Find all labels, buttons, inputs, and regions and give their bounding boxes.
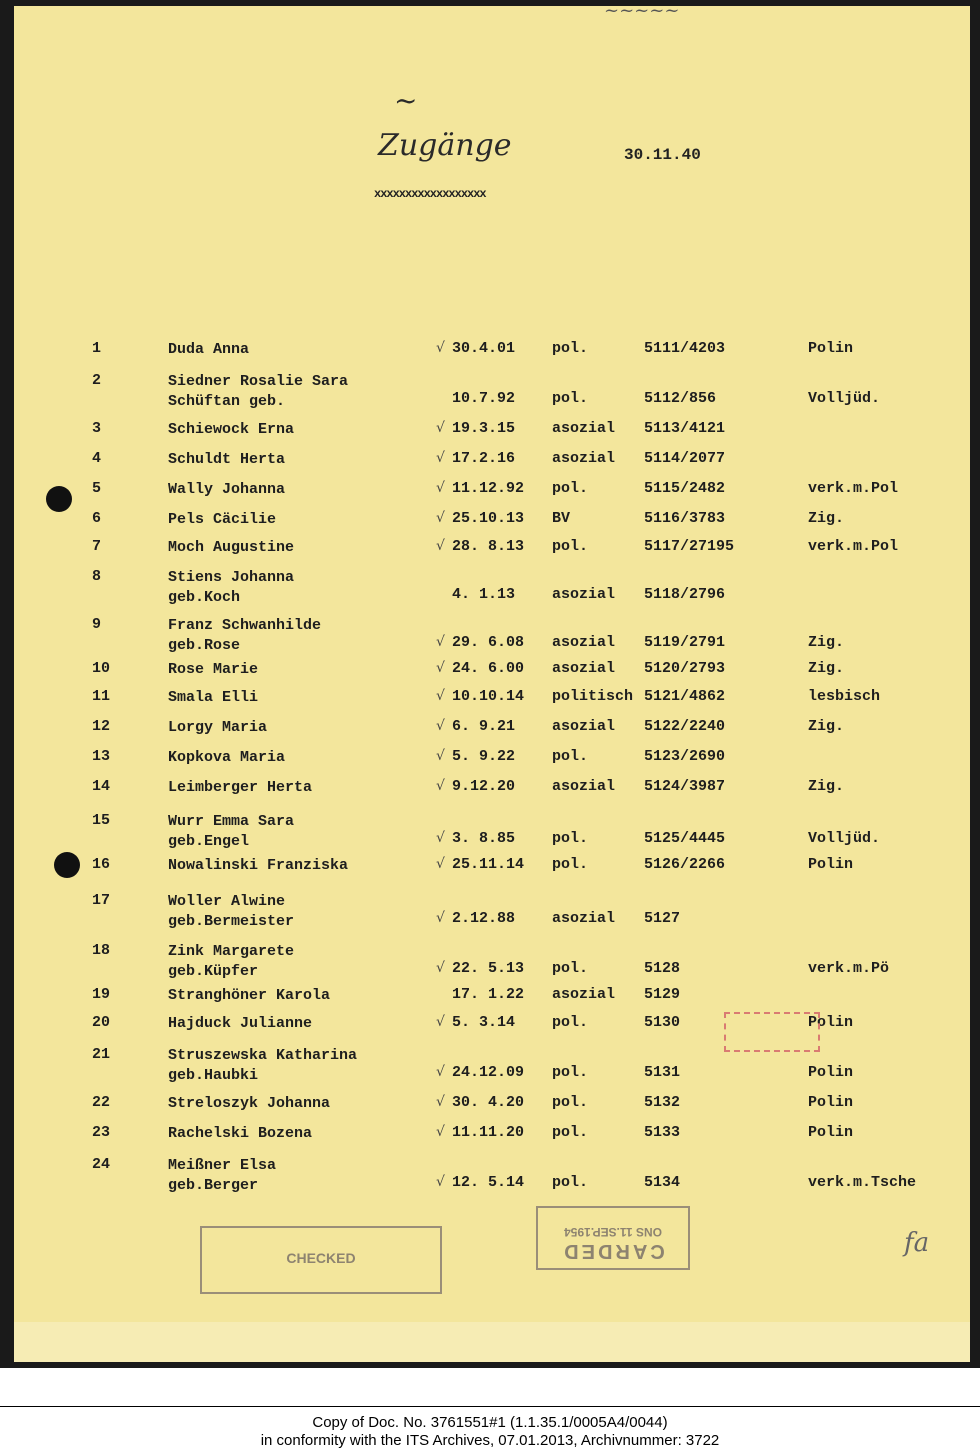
row-prisoner-number: 5128 — [644, 960, 681, 977]
row-category: pol. — [552, 1014, 589, 1031]
row-category: pol. — [552, 748, 589, 765]
row-name — [168, 340, 249, 360]
row-note: verk.m.Pol — [808, 538, 899, 555]
row-name-line1: Struszewska Katharina — [168, 1047, 358, 1064]
check-mark: √ — [436, 1014, 445, 1030]
row-name-line1: Lorgy Maria — [168, 719, 268, 736]
row-note: verk.m.Tsche — [808, 1174, 917, 1191]
row-number: 15 — [92, 812, 111, 829]
row-number: 7 — [92, 538, 102, 555]
row-number: 22 — [92, 1094, 111, 1111]
check-mark: √ — [436, 830, 445, 846]
row-category: pol. — [552, 856, 589, 873]
row-name-line1: Nowalinski Franziska — [168, 857, 349, 874]
row-number: 21 — [92, 1046, 111, 1063]
row-note: verk.m.Pö — [808, 960, 890, 977]
footer — [0, 1414, 980, 1450]
row-name — [168, 1014, 312, 1034]
row-name — [168, 778, 312, 798]
row-name-line1: Wurr Emma Sara — [168, 813, 295, 830]
checked-stamp — [200, 1226, 442, 1294]
row-name-line1: Smala Elli — [168, 689, 259, 706]
row-category: asozial — [552, 910, 616, 927]
row-name-line2: geb.Rose — [168, 637, 241, 654]
punch-hole-lower — [54, 852, 80, 878]
row-category: pol. — [552, 340, 589, 357]
row-name — [168, 986, 330, 1006]
row-birthdate: 5. 3.14 — [452, 1014, 516, 1031]
row-name-line1: Pels Cäcilie — [168, 511, 277, 528]
row-prisoner-number: 5113/4121 — [644, 420, 726, 437]
row-name-line1: Schuldt Herta — [168, 451, 286, 468]
row-prisoner-number: 5118/2796 — [644, 586, 726, 603]
row-birthdate: 10.7.92 — [452, 390, 516, 407]
row-prisoner-number: 5134 — [644, 1174, 681, 1191]
check-mark: √ — [436, 1174, 445, 1190]
row-name — [168, 1094, 330, 1114]
row-name-line1: Moch Augustine — [168, 539, 295, 556]
row-name-line1: Siedner Rosalie Sara — [168, 373, 349, 390]
row-name — [168, 1124, 312, 1144]
row-prisoner-number: 5121/4862 — [644, 688, 726, 705]
row-name-line2: geb.Bermeister — [168, 913, 295, 930]
row-prisoner-number: 5117/27195 — [644, 538, 735, 555]
check-mark: √ — [436, 718, 445, 734]
row-number: 3 — [92, 420, 102, 437]
row-name-line1: Meißner Elsa — [168, 1157, 277, 1174]
row-category: politisch — [552, 688, 634, 705]
check-mark: √ — [436, 856, 445, 872]
row-name — [168, 1156, 276, 1196]
row-category: pol. — [552, 538, 589, 555]
row-name-line1: Streloszyk Johanna — [168, 1095, 331, 1112]
row-name — [168, 480, 285, 500]
check-mark: √ — [436, 910, 445, 926]
row-name-line2: geb.Koch — [168, 589, 241, 606]
row-prisoner-number: 5116/3783 — [644, 510, 726, 527]
row-category: pol. — [552, 1094, 589, 1111]
checked-stamp-text: CHECKED — [286, 1250, 356, 1266]
row-category: asozial — [552, 718, 616, 735]
check-mark: √ — [436, 634, 445, 650]
footer-rule — [0, 1406, 980, 1407]
row-note: Polin — [808, 856, 854, 873]
row-name-line1: Rachelski Bozena — [168, 1125, 313, 1142]
row-birthdate: 24. 6.00 — [452, 660, 525, 677]
row-name — [168, 892, 294, 932]
row-birthdate: 11.12.92 — [452, 480, 525, 497]
row-note: Polin — [808, 1124, 854, 1141]
row-name-line1: Franz Schwanhilde — [168, 617, 322, 634]
row-name — [168, 688, 258, 708]
top-scrawl: ~~~~~ — [604, 0, 680, 21]
row-note: verk.m.Pol — [808, 480, 899, 497]
row-note: Volljüd. — [808, 390, 881, 407]
row-birthdate: 12. 5.14 — [452, 1174, 525, 1191]
row-category: asozial — [552, 420, 616, 437]
check-mark: √ — [436, 1094, 445, 1110]
row-note: Zig. — [808, 718, 845, 735]
row-name-line1: Woller Alwine — [168, 893, 286, 910]
row-birthdate: 3. 8.85 — [452, 830, 516, 847]
row-birthdate: 30.4.01 — [452, 340, 516, 357]
signature: fa — [904, 1228, 930, 1258]
row-name-line1: Kopkova Maria — [168, 749, 286, 766]
row-name-line1: Stiens Johanna — [168, 569, 295, 586]
row-name-line1: Duda Anna — [168, 341, 250, 358]
row-name-line2: geb.Engel — [168, 833, 250, 850]
row-prisoner-number: 5127 — [644, 910, 681, 927]
row-category: pol. — [552, 1064, 589, 1081]
row-category: asozial — [552, 778, 616, 795]
row-birthdate: 19.3.15 — [452, 420, 516, 437]
row-note: Zig. — [808, 778, 845, 795]
check-mark: √ — [436, 1124, 445, 1140]
row-number: 9 — [92, 616, 102, 633]
row-name — [168, 942, 294, 982]
row-category: BV — [552, 510, 571, 527]
footer-line2: in conformity with the ITS Archives, 07.01.2013, Archivnummer: 3722 — [260, 1432, 720, 1449]
document-date: 30.11.40 — [624, 146, 701, 164]
row-category: asozial — [552, 660, 616, 677]
row-number: 14 — [92, 778, 111, 795]
row-category: pol. — [552, 1174, 589, 1191]
check-mark: √ — [436, 340, 445, 356]
row-birthdate: 4. 1.13 — [452, 586, 516, 603]
row-number: 12 — [92, 718, 111, 735]
row-note: Polin — [808, 1064, 854, 1081]
red-stamp — [724, 1012, 820, 1052]
row-prisoner-number: 5120/2793 — [644, 660, 726, 677]
row-prisoner-number: 5132 — [644, 1094, 681, 1111]
row-name — [168, 812, 294, 852]
row-birthdate: 29. 6.08 — [452, 634, 525, 651]
row-category: asozial — [552, 586, 616, 603]
row-number: 13 — [92, 748, 111, 765]
row-note: Polin — [808, 1014, 854, 1031]
row-name — [168, 748, 285, 768]
row-name-line1: Leimberger Herta — [168, 779, 313, 796]
row-prisoner-number: 5119/2791 — [644, 634, 726, 651]
check-mark: √ — [436, 748, 445, 764]
row-number: 23 — [92, 1124, 111, 1141]
row-name-line1: Wally Johanna — [168, 481, 286, 498]
row-name — [168, 372, 348, 412]
row-birthdate: 6. 9.21 — [452, 718, 516, 735]
row-name-line1: Schiewock Erna — [168, 421, 295, 438]
row-note: Polin — [808, 1094, 854, 1111]
row-name — [168, 568, 294, 608]
check-mark: √ — [436, 960, 445, 976]
row-name — [168, 450, 285, 470]
row-name-line1: Stranghöner Karola — [168, 987, 331, 1004]
row-prisoner-number: 5130 — [644, 1014, 681, 1031]
row-birthdate: 9.12.20 — [452, 778, 516, 795]
row-note: Volljüd. — [808, 830, 881, 847]
row-prisoner-number: 5114/2077 — [644, 450, 726, 467]
row-note: Polin — [808, 340, 854, 357]
row-birthdate: 10.10.14 — [452, 688, 525, 705]
row-name-line1: Zink Margarete — [168, 943, 295, 960]
row-number: 20 — [92, 1014, 111, 1031]
row-note: Zig. — [808, 510, 845, 527]
row-birthdate: 28. 8.13 — [452, 538, 525, 555]
row-number: 18 — [92, 942, 111, 959]
row-prisoner-number: 5111/4203 — [644, 340, 726, 357]
carded-stamp-line1: CARDED — [561, 1240, 665, 1262]
row-prisoner-number: 5126/2266 — [644, 856, 726, 873]
check-mark: √ — [436, 1064, 445, 1080]
carded-stamp — [536, 1206, 690, 1270]
check-mark: √ — [436, 480, 445, 496]
check-mark: √ — [436, 420, 445, 436]
check-mark: √ — [436, 660, 445, 676]
check-mark: √ — [436, 538, 445, 554]
row-category: asozial — [552, 986, 616, 1003]
row-number: 4 — [92, 450, 102, 467]
check-mark: √ — [436, 688, 445, 704]
row-number: 1 — [92, 340, 102, 357]
row-name-line2: geb.Haubki — [168, 1067, 259, 1084]
row-name — [168, 660, 258, 680]
row-prisoner-number: 5122/2240 — [644, 718, 726, 735]
row-category: asozial — [552, 450, 616, 467]
row-note: Zig. — [808, 660, 845, 677]
row-name — [168, 616, 321, 656]
row-prisoner-number: 5133 — [644, 1124, 681, 1141]
row-birthdate: 5. 9.22 — [452, 748, 516, 765]
row-name — [168, 420, 294, 440]
row-birthdate: 17.2.16 — [452, 450, 516, 467]
row-birthdate: 11.11.20 — [452, 1124, 525, 1141]
row-name — [168, 538, 294, 558]
row-prisoner-number: 5131 — [644, 1064, 681, 1081]
row-category: asozial — [552, 634, 616, 651]
strikeout-line: xxxxxxxxxxxxxxxxxx — [374, 187, 486, 201]
row-name — [168, 856, 348, 876]
punch-hole-upper — [46, 486, 72, 512]
title-tilde: ~ — [394, 84, 418, 117]
row-birthdate: 2.12.88 — [452, 910, 516, 927]
row-name-line2: geb.Küpfer — [168, 963, 259, 980]
row-prisoner-number: 5123/2690 — [644, 748, 726, 765]
row-category: pol. — [552, 390, 589, 407]
footer-line1: Copy of Doc. No. 3761551#1 (1.1.35.1/0005A4/0044) — [312, 1414, 668, 1431]
row-number: 5 — [92, 480, 102, 497]
handwritten-title: Zugänge — [378, 128, 512, 163]
row-birthdate: 24.12.09 — [452, 1064, 525, 1081]
row-name — [168, 510, 276, 530]
row-name — [168, 1046, 357, 1086]
row-number: 11 — [92, 688, 111, 705]
paper-bottom-strip — [14, 1322, 970, 1362]
row-number: 16 — [92, 856, 111, 873]
row-birthdate: 30. 4.20 — [452, 1094, 525, 1111]
row-birthdate: 17. 1.22 — [452, 986, 525, 1003]
check-mark: √ — [436, 450, 445, 466]
row-note: Zig. — [808, 634, 845, 651]
row-prisoner-number: 5115/2482 — [644, 480, 726, 497]
row-category: pol. — [552, 1124, 589, 1141]
row-name-line1: Rose Marie — [168, 661, 259, 678]
row-birthdate: 25.11.14 — [452, 856, 525, 873]
row-prisoner-number: 5125/4445 — [644, 830, 726, 847]
row-name — [168, 718, 267, 738]
row-name-line2: Schüftan geb. — [168, 393, 286, 410]
check-mark: √ — [436, 510, 445, 526]
row-number: 17 — [92, 892, 111, 909]
row-prisoner-number: 5124/3987 — [644, 778, 726, 795]
row-number: 8 — [92, 568, 102, 585]
row-category: pol. — [552, 830, 589, 847]
row-category: pol. — [552, 960, 589, 977]
row-category: pol. — [552, 480, 589, 497]
row-birthdate: 25.10.13 — [452, 510, 525, 527]
row-prisoner-number: 5129 — [644, 986, 681, 1003]
row-number: 24 — [92, 1156, 111, 1173]
row-name-line1: Hajduck Julianne — [168, 1015, 313, 1032]
row-number: 6 — [92, 510, 102, 527]
check-mark: √ — [436, 778, 445, 794]
row-number: 2 — [92, 372, 102, 389]
carded-stamp-line2: ONS 11.SEP.1954 — [564, 1225, 662, 1239]
row-prisoner-number: 5112/856 — [644, 390, 717, 407]
row-number: 10 — [92, 660, 111, 677]
row-name-line2: geb.Berger — [168, 1177, 259, 1194]
row-birthdate: 22. 5.13 — [452, 960, 525, 977]
row-number: 19 — [92, 986, 111, 1003]
row-note: lesbisch — [808, 688, 881, 705]
document-paper — [14, 6, 970, 1362]
